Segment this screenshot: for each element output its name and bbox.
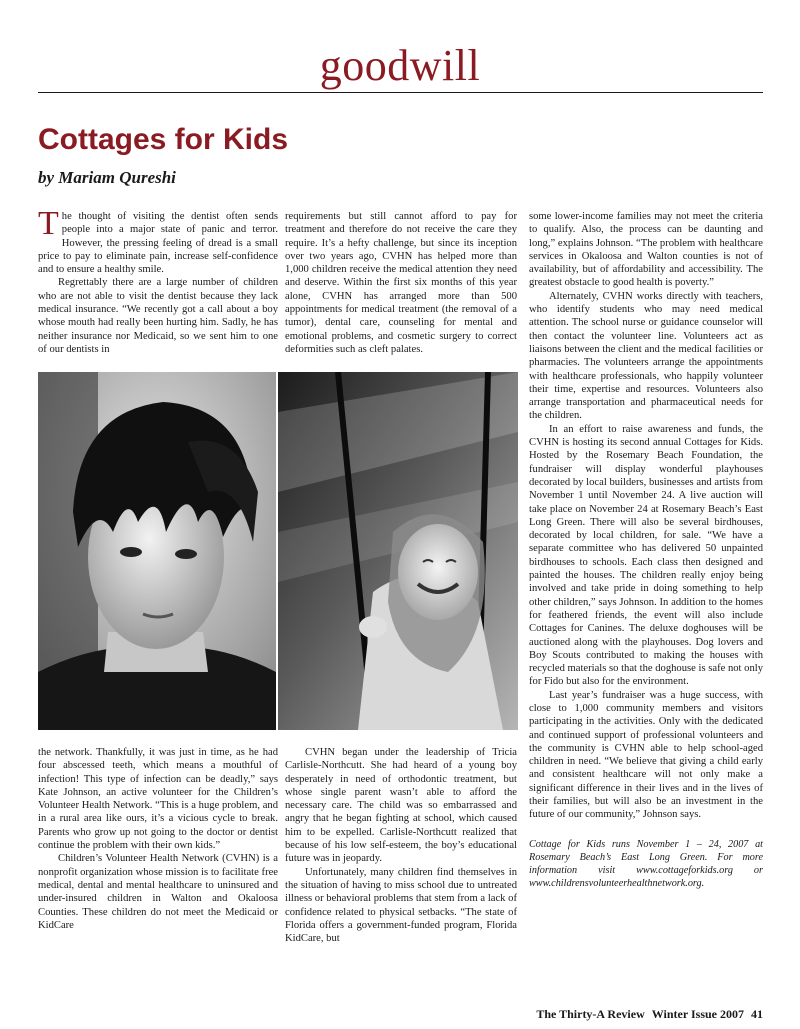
page-number: 41: [751, 1007, 763, 1021]
paragraph: Last year’s fundraiser was a huge success, with close to 1,000 community members and visitors participating in the activities. Only with the dedicated and continued support of professional volunteers and the community is CVHN able to help school-aged children in need. “We believe that giving a child early and consistent healthcare will not only make a significant difference in their lives and in the lives of their families, but will also be an investment in the future of our community,” Johnson says.: [529, 689, 763, 821]
paragraph: CVHN began under the leadership of Tricia Carlisle-Northcutt. She had heard of a young boy desperately in need of orthodontic treatment, but whose single parent wasn’t able to afford the necessary care. The child was so embarrassed and angry that he began fighting at school, which caused him to be expelled. Carlisle-Northcutt realized that because of his low self-esteem, the boy’s educational future was in jeopardy.: [285, 747, 517, 865]
column-3: [529, 210, 763, 890]
column-1-bottom: [38, 746, 278, 932]
paragraph: Regrettably there are a large number of children who are not able to visit the dentist because they lack medical insurance. “We recently got a call about a boy whose mouth had really been hurting him. Sadly, he has neither insurance nor Medicaid, so we sent him to one of our dentists in: [38, 277, 278, 355]
header-rule: [38, 92, 763, 93]
photo-boy: [38, 372, 276, 730]
drop-cap: T: [38, 205, 59, 242]
page-footer: [532, 1006, 763, 1022]
paragraph: Alternately, CVHN works directly with teachers, who identify students who may need medical attention. The school nurse or guidance counselor will then contact the volunteer line. Volunteers act as liaisons between the client and the medical facilities or pharmacies. The volunteers arrange the appointments with healthcare professionals, who happily volunteer their time, expertise and resources. Volunteers also arrange transportation and pharmaceutical needs for the children.: [529, 290, 763, 422]
event-info: Cottage for Kids runs November 1 – 24, 2007 at Rosemary Beach’s East Long Green. For more information visit www.cottageforkids.org or www.childrensvolunteerhealthnetwork.org.: [529, 838, 763, 889]
photo-girl: [278, 372, 518, 730]
paragraph: The thought of visiting the dentist often sends people into a major state of panic and terror. However, the pressing feeling of dread is a small price to pay to eliminate pain, increase self-confidence and to ensure a healthy smile.: [38, 205, 278, 276]
column-1-top: [38, 205, 278, 356]
column-2-top: [285, 210, 517, 356]
publication-name: The Thirty-A Review: [536, 1007, 645, 1021]
paragraph: some lower-income families may not meet the criteria to qualify. Also, the process can be daunting and long,” explains Johnson. “The problem with healthcare services in Okaloosa and Walton counties is not of availability, but of affordability and accessibility. The greatest obstacle to good health is poverty.”: [529, 211, 763, 289]
paragraph: Unfortunately, many children find themselves in the situation of having to miss school due to untreated illness or behavioral problems that stem from a lack of confidence related to physical setbacks. “The state of Florida offers a government-funded program, Florida KidCare, but: [285, 866, 517, 945]
paragraph: In an effort to raise awareness and funds, the CVHN is hosting its second annual Cottages for Kids. Hosted by the Rosemary Beach Foundation, the fundraiser will display wonderful playhouses decorated by local builders, businesses and artists from November 1 until November 24. A live auction will take place on November 24 at Rosemary Beach’s East Long Green. There will also be several birdhouses, decorated by local children, for sale. “We have a separate committee who has delivered 50 unpainted birdhouses to schools. Each class then designed and painted the houses. The children really enjoy being involved and take pride in doing something to help other children,” says Johnson. In addition to the homes for feathered friends, the event will also include Cottages for Canines. The deluxe doghouses will be auctioned along with the playhouses. Dog lovers and Boy Scouts contributed to making the houses with recycled materials so that the doghouse is safe not only for Fido but also for the environment.: [529, 423, 763, 688]
issue-label: Winter Issue 2007: [651, 1007, 744, 1021]
section-title: goodwill: [319, 41, 481, 90]
paragraph: requirements but still cannot afford to pay for treatment and therefore do not receive the care they require. It’s a hefty challenge, but since its inception over two years ago, CVHN has helped more than 1,000 children receive the medical attention they need and deserve. Within the first six months of this year alone, CVHN has arranged more than 500 appointments for medical treatment (the removal of a tumor), dental care, counseling for mental and emotional problems, and cosmetic surgery to correct deformities such as cleft palates.: [285, 211, 517, 355]
byline: by Mariam Qureshi: [38, 168, 176, 187]
article-title: Cottages for Kids: [38, 123, 289, 156]
paragraph: Children’s Volunteer Health Network (CVHN) is a nonprofit organization whose mission is to facilitate free medical, dental and mental healthcare to uninsured and under-insured children in Walton and Okaloosa Counties. These children do not meet the Medicaid or KidCare: [38, 853, 278, 931]
paragraph: the network. Thankfully, it was just in time, as he had four abscessed teeth, which means a mouthful of infection! This type of infection can be deadly,” says Kate Johnson, an active volunteer for the Children’s Volunteer Health Network. “This is a huge problem, and in a rural area like ours, it’s a vicious cycle to break. Parents who grow up not going to the doctor or dentist continue the problem with their own kids.”: [38, 747, 278, 852]
column-2-bottom: [285, 746, 517, 945]
